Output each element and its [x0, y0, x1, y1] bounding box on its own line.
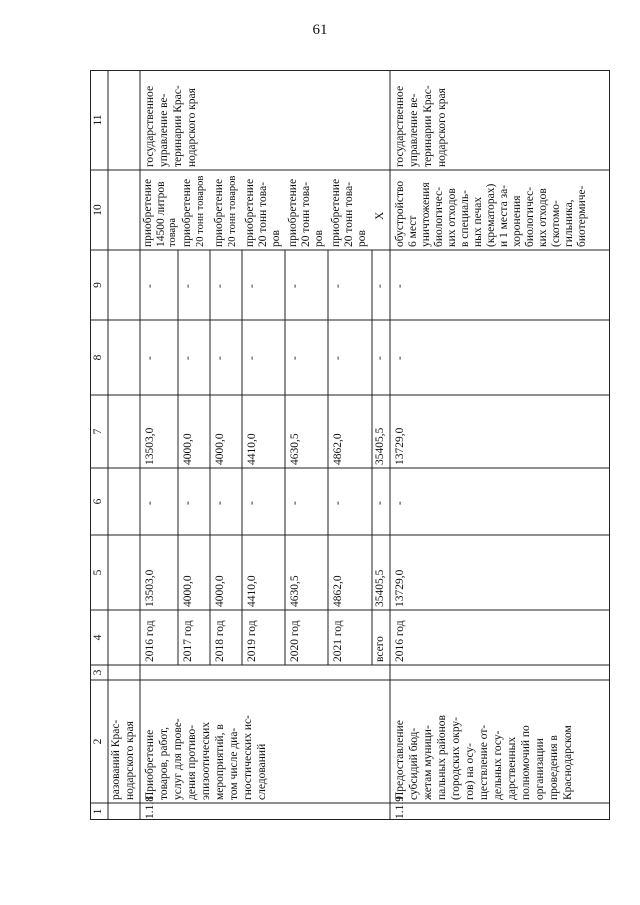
header-col-5: 5	[92, 569, 104, 576]
header-col-4: 4	[92, 634, 104, 641]
header-col-9: 9	[92, 282, 104, 288]
continuation-line-1: разований Крас-	[110, 719, 122, 800]
rotated-table: 1 2 3 4 5 6 7 8 9 10 11 разований Крас- нодарского края 1.1.8 Приобретение товаров, работ, услуг для прове- дения противо- эпизоотических мероприятий, в том числе диа- гностических ис- следований государственное управление ве- теринарии Крас- нодарского края 2016 год 13503,0 - 13503,0 - - приобретение 14500 литров товара 2017 год 4000,0 - 4000,0 - - приобретение 20 тонн товаров 2018 год 4000,0 - 4000,0 - - приобретение 20 тонн товаров 2019 год 4410,0 - 4410,0 - - приобретение 20 тонн това- ров 2020 год 4630,5 - 4630,5 - - приобретение 20 тонн това- ров 2021 год 4862,0 - 4862,0 - - приобретение 20 тонн това- ров всего 35405,5 - 35405,5 - - X 1.1.9 Предоставление субсидий бюд- жетам муници- пальных районов (городских окру- гов) на осу- ществление от- дельных госу- дарственных полномочий по организации проведения в Краснодарском 2016 год 13729,0 - 13729,0 - - обустройство 6 мест уничтожения биологичес- ких отходов в специаль- ных печах (крематорах) и 1 места за- хоронения биологичес- ких отходов (скотомо- гильника, биотермиче- государственное управление ве- теринарии Крас- нодарского края	[90, 70, 610, 820]
header-col-11: 11	[92, 114, 104, 126]
header-col-7: 7	[92, 428, 104, 435]
item-118-number: 1.1.8	[144, 796, 156, 819]
header-col-8: 8	[92, 354, 104, 361]
header-col-6: 6	[92, 498, 104, 505]
item-119-number: 1.1.9	[394, 796, 406, 819]
header-col-2: 2	[92, 738, 104, 745]
header-col-3: 3	[92, 669, 104, 676]
continuation-line-2: нодарского края	[124, 721, 136, 800]
header-col-1: 1	[92, 808, 104, 815]
page-number: 61	[312, 22, 328, 38]
header-col-10: 10	[92, 204, 104, 216]
